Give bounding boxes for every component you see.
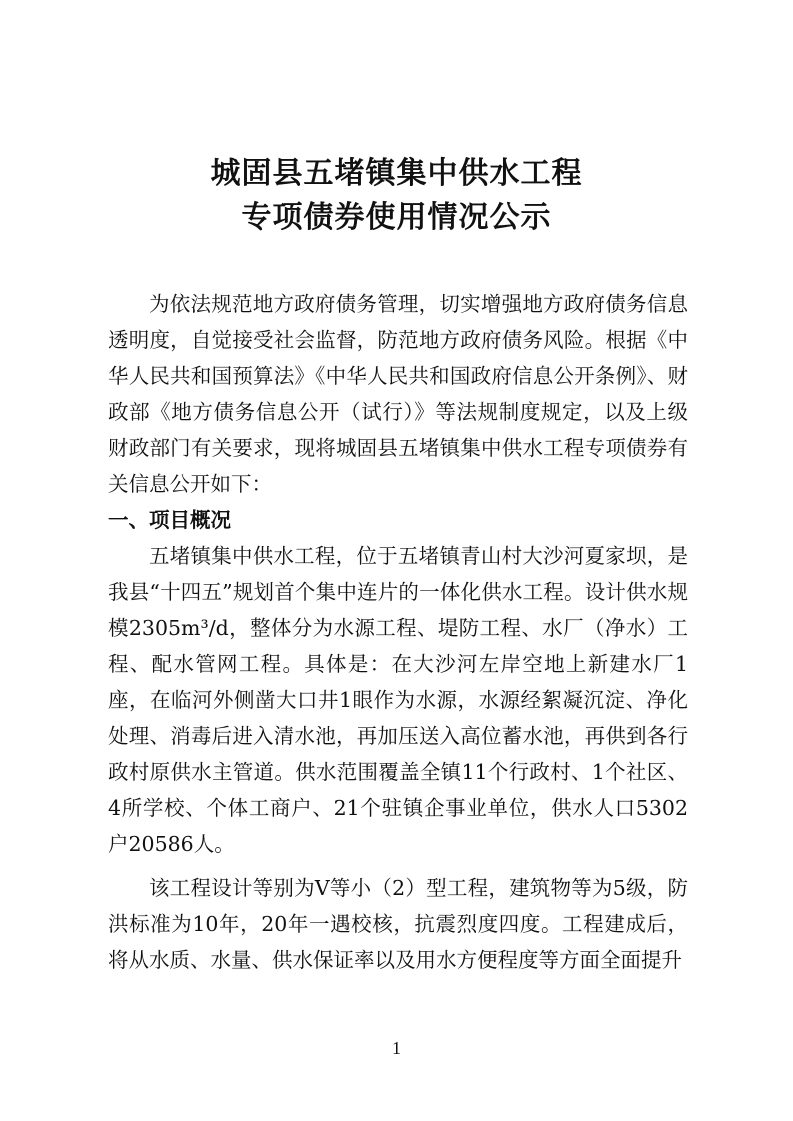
document-title-line-1: 城固县五堵镇集中供水工程 xyxy=(210,156,583,191)
section-heading-project-overview: 一、项目概况 xyxy=(108,508,231,532)
design-paragraph: 该工程设计等别为Ⅴ等小（2）型工程，建筑物等为5级，防洪标准为10年，20年一遇校核，抗震烈度四度。工程建成后，将从水质、水量、供水保证率以及用水方便程度等方面全面提升 xyxy=(108,876,688,972)
page-number: 1 xyxy=(392,1038,401,1058)
overview-paragraph: 五堵镇集中供水工程，位于五堵镇青山村大沙河夏家坝，是我县“十四五”规划首个集中连片的一体化供水工程。设计供水规模2305m³/d，整体分为水源工程、堤防工程、水厂（净水）工程、配水管网工程。具体是：在大沙河左岸空地上新建水厂1座，在临河外侧凿大口井1眼作为水源，水源经絮凝沉淀、净化处理、消毒后进入清水池，再加压送入高位蓄水池，再供到各行政村原供水主管道。供水范围覆盖全镇11个行政村、1个社区、4所学校、个体工商户、21个驻镇企事业单位，供水人口5302户20586人。 xyxy=(108,544,688,856)
intro-paragraph: 为依法规范地方政府债务管理，切实增强地方政府债务信息透明度，自觉接受社会监督，防范地方政府债务风险。根据《中华人民共和国预算法》《中华人民共和国政府信息公开条例》、财政部《地方债务信息公开（试行）》等法规制度规定，以及上级财政部门有关要求，现将城固县五堵镇集中供水工程专项债券有关信息公开如下： xyxy=(108,292,688,496)
document-title-line-2: 专项债券使用情况公示 xyxy=(241,200,552,235)
